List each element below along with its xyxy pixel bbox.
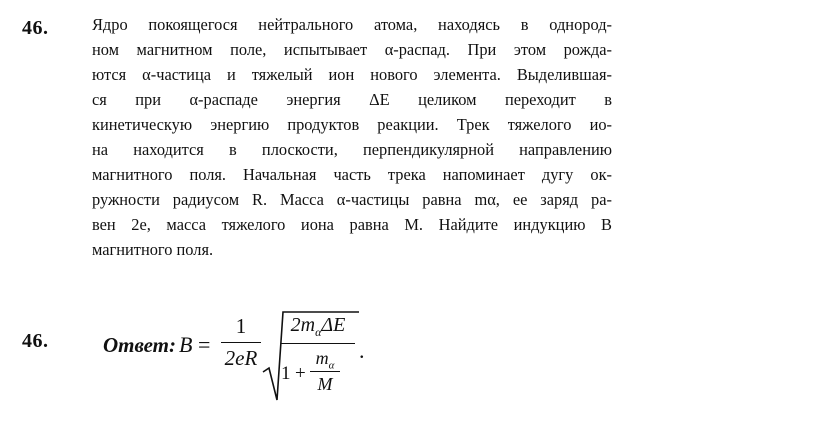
inner-alpha-sub: α <box>328 359 335 372</box>
problem-line: ном магнитном поле, испытывает α-распад. При этом рожда- <box>92 40 612 59</box>
problem-line: магнитного поля. <box>92 240 214 259</box>
problem-line: вен 2e, масса тяжелого иона равна M. Найдите индукцию B <box>92 215 612 234</box>
equals-sign: = <box>198 332 211 357</box>
problem-line: ся при α-распаде энергия ΔE целиком переходит в <box>92 90 612 109</box>
radicand-one: 1 <box>281 363 291 384</box>
problem-number: 46. <box>22 17 49 39</box>
outer-denominator: 2eR <box>224 346 258 370</box>
radicand-plus: + <box>295 363 306 384</box>
inner-fraction-bar <box>310 371 340 372</box>
answer-label: Ответ: <box>103 333 176 357</box>
problem-line: ружности радиусом R. Масса α-частицы равна mα, ее заряд ра- <box>92 190 612 209</box>
alpha-sub: α <box>315 325 322 339</box>
inner-m: m <box>315 348 329 368</box>
problem-line: на находится в плоскости, перпендикулярной направлению <box>92 140 612 159</box>
outer-fraction <box>221 314 261 371</box>
answer-number: 46. <box>22 330 49 352</box>
inner-fraction <box>310 348 340 395</box>
problem-line: ются α-частица и тяжелый ион нового элемента. Выделившая- <box>92 65 612 84</box>
answer-variable: B <box>179 332 193 357</box>
problem-text <box>92 12 612 262</box>
problem-line: кинетическую энергию продуктов реакции. Трек тяжелого ио- <box>92 115 612 134</box>
answer-formula <box>103 310 403 405</box>
coef: 2m <box>290 314 316 336</box>
inner-denominator: M <box>317 374 333 394</box>
problem-line: Ядро покоящегося нейтрального атома, находясь в однород- <box>92 15 612 34</box>
radicand-fraction-bar <box>281 343 355 344</box>
radicand-numerator <box>283 314 353 340</box>
delta-e: ΔE <box>321 314 346 336</box>
inner-numerator <box>310 348 340 370</box>
end-period: . <box>359 338 365 363</box>
problem-line: магнитного поля. Начальная часть трека напоминает дугу ок- <box>92 165 612 184</box>
fraction-bar <box>221 342 261 343</box>
outer-numerator: 1 <box>235 314 247 338</box>
